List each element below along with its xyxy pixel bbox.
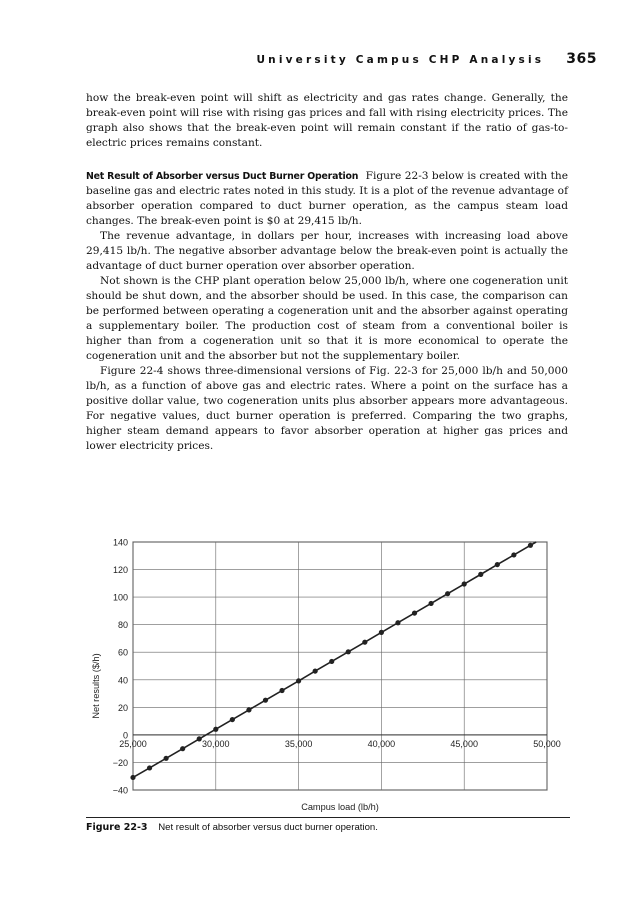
- x-tick-label: 45,000: [450, 738, 478, 749]
- running-header: [80, 51, 597, 71]
- y-tick-label: 20: [117, 702, 128, 713]
- data-point: [362, 640, 367, 645]
- x-axis-title: Campus load (lb/h): [301, 802, 379, 812]
- chart-svg: [86, 530, 570, 815]
- x-tick-label: 25,000: [119, 738, 147, 749]
- x-tick-label: 40,000: [367, 738, 396, 749]
- y-tick-label: 100: [112, 592, 128, 603]
- plot-frame: [133, 542, 547, 790]
- data-point: [263, 698, 268, 703]
- x-tick-label: 35,000: [284, 738, 313, 749]
- data-point: [246, 707, 251, 712]
- paragraph-revenue-advantage: The revenue advantage, in dollars per hour, increases with increasing load above 29,415 lb/h. The negative absorber advantage below the break-even point is actually the advantage of duct burner operation over absorber operation.: [86, 230, 568, 272]
- figure-caption: [86, 822, 570, 833]
- y-tick-label: 120: [112, 565, 128, 576]
- data-point: [428, 601, 433, 606]
- running-title: University Campus CHP Analysis: [256, 54, 545, 66]
- x-tick-label: 50,000: [533, 738, 561, 749]
- caption-rule: [86, 817, 570, 818]
- data-point: [412, 610, 417, 615]
- y-tick-label: 60: [117, 647, 128, 658]
- data-point: [147, 765, 152, 770]
- data-point: [197, 736, 202, 741]
- y-tick-label: 40: [117, 675, 128, 686]
- data-point: [164, 756, 169, 761]
- data-point: [213, 727, 218, 732]
- y-axis-title: Net results ($/h): [91, 653, 101, 719]
- paragraph-not-shown: Not shown is the CHP plant operation below 25,000 lb/h, where one cogeneration unit should be shut down, and the absorber should be used. In this case, the comparison can be performed between operating a cogeneration unit and the absorber against operating a supplementary boiler. The production cost of steam from a conventional boiler is higher than from a cogeneration unit so that it is more economical to operate the cogeneration unit and the absorber but not the supplementary boiler.: [86, 275, 568, 362]
- x-tick-label: 30,000: [202, 738, 230, 749]
- figure-label: Figure 22-3: [86, 822, 148, 833]
- paragraph-net-result-text: Figure 22-3 below is created with the baseline gas and electric rates noted in this study. It is a plot of the revenue advantage of absorber operation compared to duct burner operation, as the campus steam load changes. The break-even point is $0 at 29,415 lb/h.: [86, 170, 568, 227]
- data-point: [279, 688, 284, 693]
- paragraph-net-result: [86, 169, 568, 229]
- y-tick-label: −40: [112, 785, 128, 796]
- figure-22-3: [86, 530, 570, 815]
- paragraph-break-even: how the break-even point will shift as electricity and gas rates change. Generally, the break-even point will rise with rising gas prices and fall with rising electricity prices. The graph also shows that the break-even point will remain constant if the ratio of gas-to-electric prices remains constant.: [86, 92, 568, 149]
- y-tick-label: 0: [122, 730, 128, 741]
- chart: [86, 530, 570, 815]
- y-tick-label: 140: [112, 537, 128, 548]
- data-point: [313, 668, 318, 673]
- data-point: [379, 630, 384, 635]
- data-point: [511, 552, 516, 557]
- figure-caption-text: Net result of absorber versus duct burner operation.: [158, 822, 378, 833]
- data-point: [230, 717, 235, 722]
- page-number: 365: [566, 51, 597, 67]
- section-heading: Net Result of Absorber versus Duct Burner Operation: [86, 171, 359, 182]
- data-point: [462, 581, 467, 586]
- y-tick-label: 80: [117, 620, 128, 631]
- data-point: [445, 591, 450, 596]
- body-text: [86, 91, 568, 454]
- data-point: [478, 572, 483, 577]
- y-tick-label: −20: [112, 757, 128, 768]
- paragraph-figure-22-4: Figure 22-4 shows three-dimensional versions of Fig. 22-3 for 25,000 lb/h and 50,000 lb/h, as a function of above gas and electric rates. Where a point on the surface has a positive dollar value, two cogeneration units plus absorber appears more advantageous. For negative values, duct burner operation is preferred. Comparing the two graphs, higher steam demand appears to favor absorber operation at higher gas prices and lower electricity prices.: [86, 365, 568, 452]
- data-point: [495, 562, 500, 567]
- data-point: [346, 649, 351, 654]
- data-point: [528, 543, 533, 548]
- data-point: [180, 746, 185, 751]
- data-point: [130, 775, 135, 780]
- data-point: [395, 620, 400, 625]
- data-point: [329, 659, 334, 664]
- data-point: [296, 678, 301, 683]
